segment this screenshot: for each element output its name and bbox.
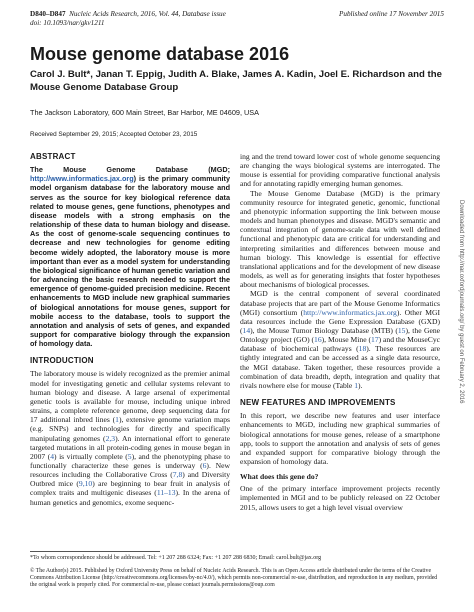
citation[interactable]: 17 <box>371 335 379 345</box>
citation[interactable]: 15 <box>397 325 406 335</box>
intro-continued-paragraph: ing and the trend toward lower cost of whole genome sequencing are changing the ways biological systems are interrogated. The mouse is essential for providing comparative functional analysis and for annotating rapidly emerging human genomes. <box>240 152 440 189</box>
citation[interactable]: 4 <box>50 451 55 461</box>
citation[interactable]: 2,3 <box>105 433 116 443</box>
citation[interactable]: 14 <box>242 325 251 335</box>
running-header <box>30 10 444 32</box>
mgi-link[interactable]: http://www.informatics.jax.org <box>303 307 397 317</box>
doi: doi: 10.1093/nar/gkv1211 <box>30 19 105 27</box>
introduction-heading: INTRODUCTION <box>30 356 94 366</box>
citation[interactable]: 9,10 <box>78 479 93 489</box>
download-watermark <box>454 200 468 404</box>
citation[interactable]: 11–13 <box>156 488 176 498</box>
introduction-paragraph: The laboratory mouse is widely recognized as the premier animal model for investigating genetic and cellular systems relevant to human biology and disease. A large arsenal of experimental genetic tools is available for mouse, including unique inbred strains, a complete reference genome, deep sequencing data for 17 additional inbred lines (1), extensive genome variation maps (e.g. SNPs) and technologies for directly and specifically manipulating genomes (2,3). An international effort to generate targeted mutations in all protein-coding genes in mouse began in 2007 (4) is virtually complete (5), and the phenotyping phase to functionally characterize these genes is underway (6). New resources including the Collaborative Cross (7,8) and Diversity Outbred mice (9,10) are beginning to bear fruit in analysis of complex traits and multigenic diseases (11–13). In the arena of human genetics and genomics, exome sequenc- <box>30 369 231 507</box>
header-left <box>30 10 226 28</box>
citation[interactable]: 7,8 <box>172 470 183 480</box>
new-features-paragraph: In this report, we describe new features and user interface enhancements to MGD, including new graphical summaries of biological annotations for mouse genes, release of a smartphone app, tools to support the annotation and analysis of sets of genes and expanded support for comparative biology through the expansion of homology data. <box>240 411 440 466</box>
citation[interactable]: 1 <box>115 415 119 425</box>
right-column <box>240 152 440 512</box>
new-features-heading: NEW FEATURES AND IMPROVEMENTS <box>240 398 396 408</box>
mgd-link[interactable]: http://www.informatics.jax.org <box>30 174 134 184</box>
abstract-text: The Mouse Genome Database (MGD; http://www.informatics.jax.org) is the primary community model organism database for the laboratory mouse and serves as the source for key biological reference data related to mouse genes, gene functions, phenotypes and disease models with a strong emphasis on the relationship of these data to human biology and disease. As the cost of genome-scale sequencing continues to decrease and new technologies for genome editing become widely adopted, the laboratory mouse is more important than ever as a model system for understanding the biological significance of human genetic variation and for advancing the basic research needed to support the emergence of genome-guided precision medicine. Recent enhancements to MGD include new graphical summaries of biological annotations for mouse genes, support for mobile access to the database, tools to support the annotation and analysis of sets of genes, and expanded support for comparative biology through the expansion of homology data. <box>30 165 230 349</box>
subsection-heading: What does this gene do? <box>240 472 319 482</box>
citation[interactable]: 5 <box>127 451 132 461</box>
correspondence-footnote: *To whom correspondence should be addressed. Tel: +1 207 288 6324; Fax: +1 207 288 6830; Email: carol.bult@jax.org <box>30 555 322 561</box>
received-dates: Received September 29, 2015; Accepted October 23, 2015 <box>30 131 198 138</box>
left-column <box>30 152 230 507</box>
journal-name: Nucleic Acids Research, 2016, Vol. 44, Database issue <box>69 10 226 18</box>
citation[interactable]: 18 <box>358 344 367 354</box>
article-title: Mouse genome database 2016 <box>30 44 290 64</box>
mgd-description-paragraph: The Mouse Genome Database (MGD) is the primary community resource for integrated genetic, genomic, functional and phenotypic information supporting the link between mouse models and human phenotypes and disease. MGD's semantic and contextual integration of genome-scale data with well defined functional and phenotypic data are critical for understanding and interpreting similarities and differences between mouse and human biology. This knowledge is essential for effective translational applications and for the development of new disease models, as well as for generating insights that foster hypotheses about mechanisms of biological processes. <box>240 188 440 290</box>
table-reference[interactable]: 1 <box>354 380 358 390</box>
footnote-divider <box>30 551 160 552</box>
copyright-notice: © The Author(s) 2015. Published by Oxford University Press on behalf of Nucleic Acids Research. This is an Open Access article distributed under the terms of the Creative Commons Attribution License (http://creativecommons.org/licenses/by-nc/4.0/), which permits non-commercial re-use, distribution, and reproduction in any medium, provided the original work is properly cited. For commercial re-use, please contact journals.permissions@oup.com <box>30 568 438 588</box>
mgi-consortium-paragraph: MGD is the central component of several coordinated database projects that are part of the Mouse Genome Informatics (MGI) consortium (http://www.informatics.jax.org). Other MGI data resources include the Gene Expression Database (GXD) (14), the Mouse Tumor Biology Database (MTB) (15), the Gene Ontology project (GO) (16), Mouse Mine (17) and the MouseCyc database of biochemical pathways (18). These resources are tightly integrated and can be accessed as a single data resource, the MGI database. Taken together, these resources provide a combination of data breadth, depth, integration and quality that rivals nowhere else for mouse (Table 1). <box>240 289 440 390</box>
published-date: Published online 17 November 2015 <box>338 10 444 18</box>
abstract-heading: ABSTRACT <box>30 152 76 161</box>
citation[interactable]: 6 <box>202 461 207 470</box>
affiliation: The Jackson Laboratory, 600 Main Street, Bar Harbor, ME 04609, USA <box>30 108 260 117</box>
download-watermark-text: Downloaded from http://nar.oxfordjournals.org/ by guest on February 2, 2016 <box>458 200 464 404</box>
author-list: Carol J. Bult*, Janan T. Eppig, Judith A. Blake, James A. Kadin, Joel E. Richardson and the Mouse Genome Database Group <box>30 69 442 93</box>
citation[interactable]: 16 <box>314 335 322 345</box>
gene-overview-paragraph: One of the primary interface improvement projects recently implemented in MGI and to be publicly released on 22 October 2015, allows users to get a high level visual overview <box>240 484 440 512</box>
page-range: D840–D847 <box>30 10 66 18</box>
